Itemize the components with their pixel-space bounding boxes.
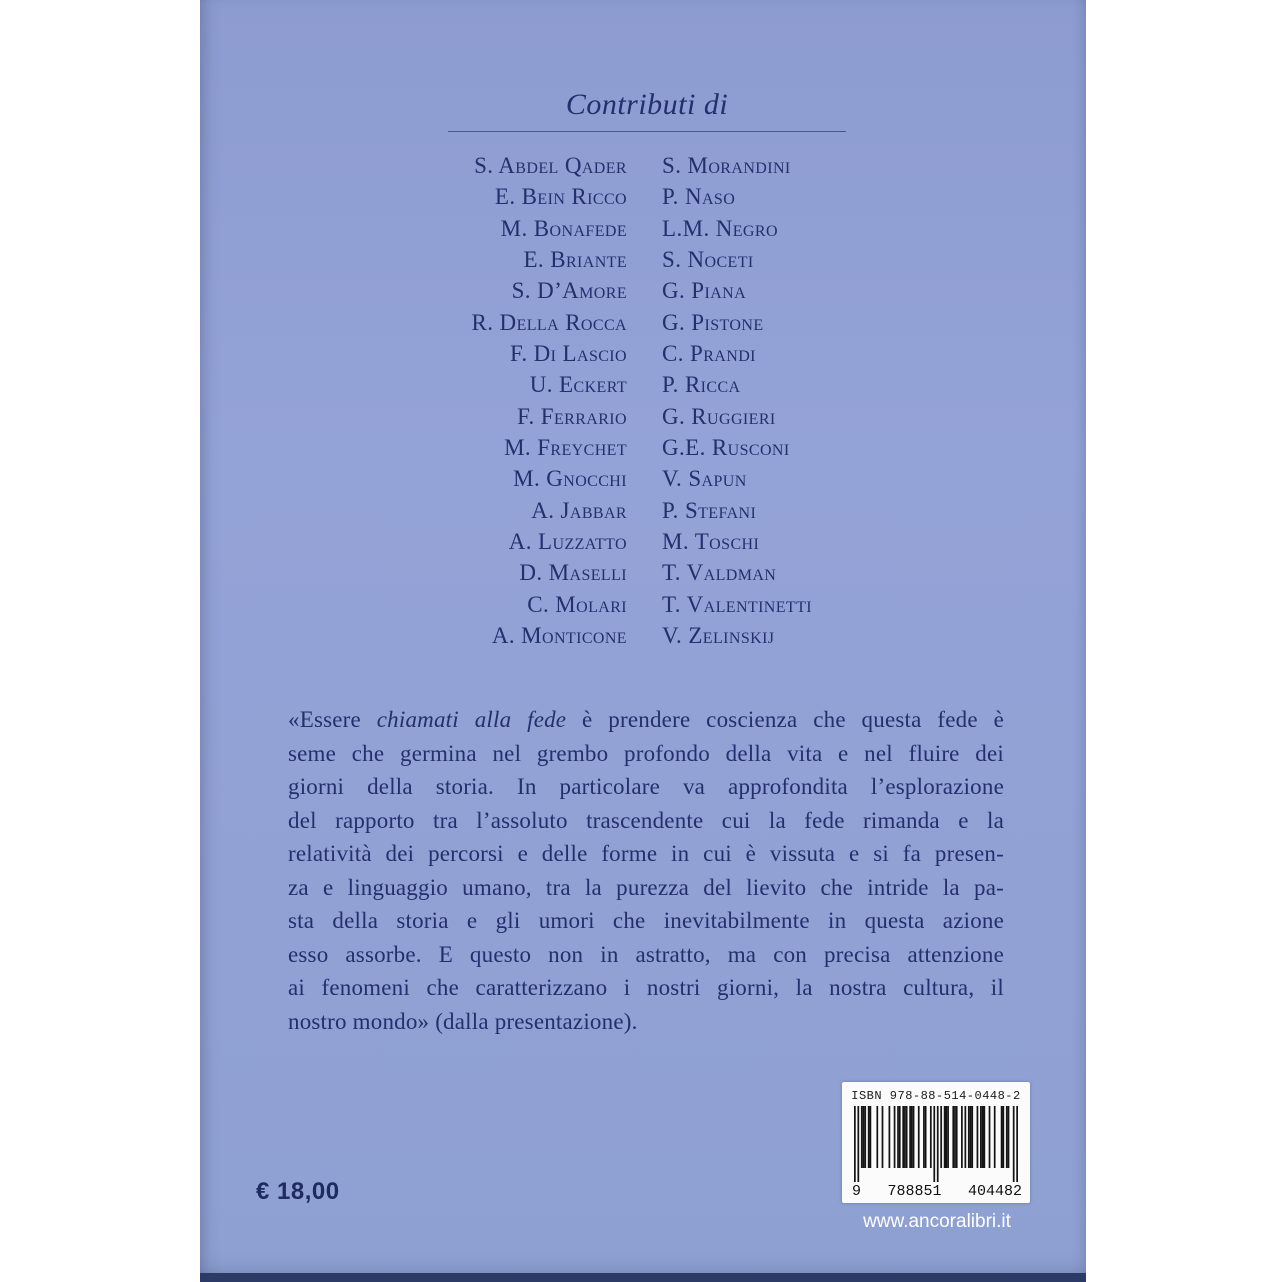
- contributor-name: P. Naso: [662, 184, 736, 210]
- quote-segment: relatività dei percorsi e delle forme in cui è vissuta e si fa presen-: [288, 841, 1004, 866]
- contributor-name: V. Sapun: [662, 466, 747, 492]
- quote-line: [288, 971, 1004, 1005]
- contributor-row: [200, 466, 1086, 497]
- quote-segment: è prendere coscienza che questa fede è: [566, 707, 1004, 732]
- quote-segment: sta della storia e gli umori che inevitabilmente in questa azione: [288, 908, 1004, 933]
- contributor-name: P. Stefani: [662, 497, 757, 523]
- contributor-row: [200, 623, 1086, 654]
- contributor-name: P. Ricca: [662, 372, 741, 398]
- contributor-name: S. Noceti: [662, 247, 754, 273]
- contributor-name: L.M. Negro: [662, 215, 778, 241]
- quote-line: [288, 871, 1004, 905]
- quote-segment: giorni della storia. In particolare va approfondita l’esplorazione: [288, 774, 1004, 799]
- contributor-name: G.E. Rusconi: [662, 435, 790, 461]
- contributor-name: F. Di Lascio: [510, 341, 627, 367]
- quote-italic-segment: chiamati alla fede: [376, 707, 567, 732]
- isbn-label: ISBN 978-88-514-0448-2: [851, 1089, 1021, 1103]
- publisher-website: www.ancoralibri.it: [863, 1211, 1011, 1232]
- quote-line: [288, 737, 1004, 771]
- quote-line: [288, 1005, 1004, 1039]
- quote-segment: seme che germina nel grembo profondo della vita e nel fluire dei: [288, 740, 1004, 766]
- contributor-name: M. Bonafede: [500, 215, 627, 241]
- cover-bottom-edge: [200, 1273, 1086, 1282]
- contributor-row: [200, 184, 1086, 215]
- contributor-name: M. Toschi: [662, 529, 760, 555]
- contributor-row: [200, 560, 1086, 591]
- contributor-row: [200, 216, 1086, 247]
- quote-segment: esso assorbe. E questo non in astratto, ma con precisa attenzione: [288, 941, 1004, 967]
- contributor-name: A. Jabbar: [531, 497, 627, 523]
- contributor-name: E. Bein Ricco: [494, 184, 627, 210]
- contributor-name: V. Zelinskij: [662, 623, 775, 649]
- ean-barcode-bars: [854, 1106, 1018, 1182]
- barcode: [842, 1082, 1030, 1203]
- quote-segment: «Essere: [288, 707, 377, 732]
- contributor-row: [200, 498, 1086, 529]
- ean-digits: [852, 1184, 1022, 1199]
- contributor-name: T. Valentinetti: [662, 591, 812, 617]
- contributor-name: D. Maselli: [519, 560, 627, 586]
- quote-line: [288, 703, 1004, 737]
- contributor-name: S. Morandini: [662, 153, 791, 178]
- contributor-row: [200, 278, 1086, 309]
- contributor-name: G. Piana: [662, 278, 747, 304]
- quote-segment: del rapporto tra l’assoluto trascendente cui la fede rimanda e la: [288, 807, 1004, 833]
- contributor-name: U. Eckert: [529, 372, 627, 398]
- contributor-row: [200, 341, 1086, 372]
- contributors-list: [200, 153, 1086, 655]
- quote-line: [288, 837, 1004, 871]
- contributor-name: S. Abdel Qader: [474, 153, 627, 178]
- quote-line: [288, 938, 1004, 972]
- contributor-name: G. Ruggieri: [662, 403, 776, 429]
- contributor-name: F. Ferrario: [517, 403, 627, 429]
- contributor-row: [200, 153, 1086, 184]
- ean-digit-group: 404482: [967, 1183, 1022, 1200]
- quote-segment: nostro mondo» (dalla presentazione).: [288, 1008, 638, 1034]
- contributor-name: S. D’Amore: [511, 278, 627, 304]
- price-label: € 18,00: [256, 1178, 340, 1205]
- contributor-name: G. Pistone: [662, 309, 764, 335]
- contributor-name: A. Monticone: [491, 623, 627, 649]
- book-back-cover: [200, 0, 1086, 1282]
- contributor-row: [200, 592, 1086, 623]
- heading-divider: [448, 131, 846, 132]
- contributor-name: C. Prandi: [662, 341, 756, 367]
- presentation-quote: [288, 703, 1004, 1038]
- quote-line: [288, 770, 1004, 804]
- contributor-row: [200, 404, 1086, 435]
- contributor-name: M. Freychet: [504, 435, 627, 461]
- contributor-name: A. Luzzatto: [508, 529, 627, 555]
- ean-digit-group: 788851: [887, 1183, 942, 1200]
- quote-line: [288, 904, 1004, 938]
- contributor-row: [200, 247, 1086, 278]
- contributor-row: [200, 529, 1086, 560]
- contributor-name: M. Gnocchi: [513, 466, 627, 492]
- contributor-name: T. Valdman: [662, 560, 777, 586]
- contributors-section-header: [448, 88, 846, 132]
- quote-segment: za e linguaggio umano, tra la purezza del lievito che intride la pa-: [288, 874, 1004, 900]
- contributor-name: E. Briante: [523, 247, 627, 273]
- contributor-row: [200, 372, 1086, 403]
- quote-segment: ai fenomeni che caratterizzano i nostri giorni, la nostra cultura, il: [288, 975, 1004, 1000]
- quote-line: [288, 804, 1004, 838]
- contributors-heading: Contributi di: [565, 88, 729, 121]
- contributor-row: [200, 310, 1086, 341]
- contributor-row: [200, 435, 1086, 466]
- contributor-name: R. Della Rocca: [471, 309, 627, 335]
- ean-digit-group: 9: [852, 1183, 862, 1200]
- contributor-name: C. Molari: [527, 591, 627, 617]
